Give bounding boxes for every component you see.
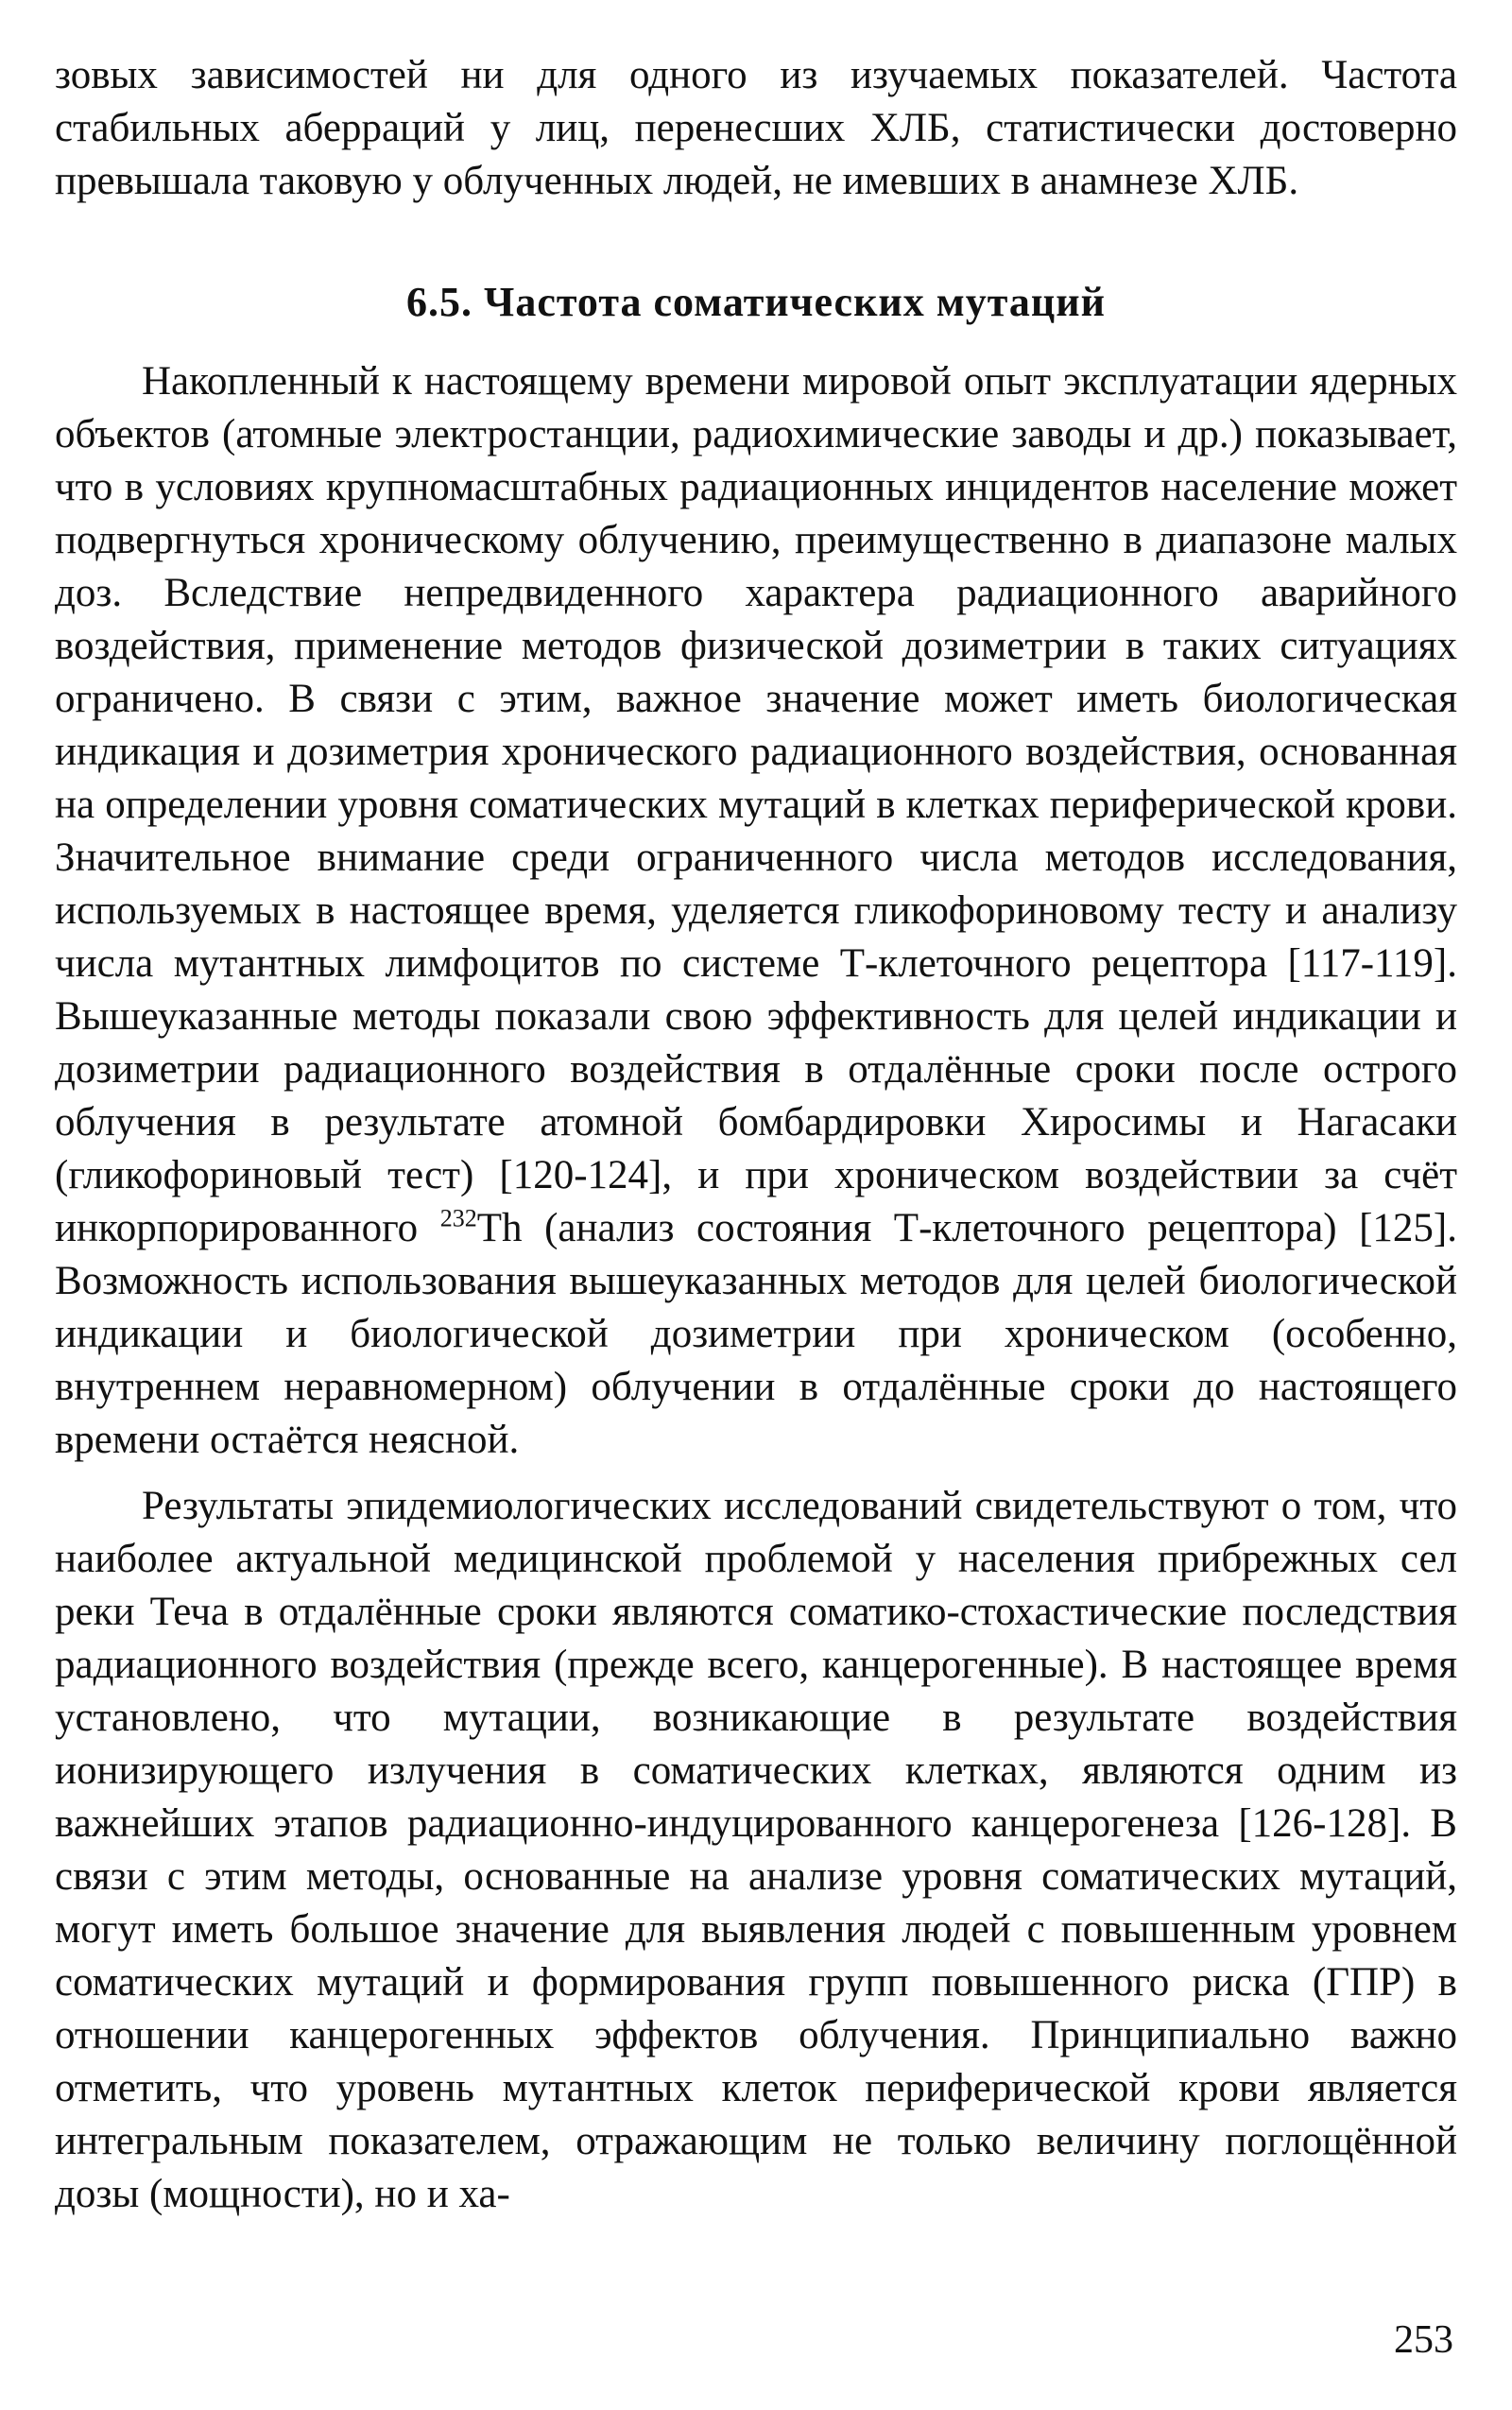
page-body: [55, 49, 1457, 2221]
section-number: 6.5.: [406, 279, 473, 325]
paragraph-text: Накопленный к настоящему времени мировой опыт эксплуатации ядерных объектов (атомные электростанции, радиохимические заводы и др.) показывает, что в условиях крупномасштабных радиационных инцидентов население может подвергнуться хроническому облучению, преимущественно в диапазоне малых доз. Вследствие непредвиденного характера радиационного аварийного воздействия, применение методов физической дозиметрии в таких ситуациях ограничено. В связи с этим, важное значение может иметь биологическая индикация и дозиметрия хронического радиационного воздействия, основанная на определении уровня соматических мутаций в клетках периферической крови. Значительное внимание среди ограниченного числа методов исследования, используемых в настоящее время, уделяется гликофориновому тесту и анализу числа мутантных лимфоцитов по системе Т-клеточного рецептора [117-119]. Вышеуказанные методы показали свою эффективность для целей индикации и дозиметрии радиационного воздействия в отдалённые сроки после острого облучения в результате атомной бомбардировки Хиросимы и Нагасаки (гликофориновый тест) [120-124], и при хроническом воздействии за счёт инкорпорированного: [55, 359, 1457, 1250]
paragraph-bioindication: [55, 355, 1457, 1467]
section-title: Частота соматических мутаций: [484, 279, 1106, 325]
section-heading: [55, 276, 1457, 329]
continuation-paragraph: зовых зависимостей ни для одного из изучаемых показателей. Частота стабильных аберраций у лиц, перенесших ХЛБ, статистически достоверно превышала таковую у облученных людей, не имевших в анамнезе ХЛБ.: [55, 53, 1457, 203]
paragraph-epidemiology: Результаты эпидемиологических исследований свидетельствуют о том, что наиболее актуальной медицинской проблемой у населения прибрежных сел реки Теча в отдалённые сроки являются соматико-стохастические последствия радиационного воздействия (прежде всего, канцерогенные). В настоящее время установлено, что мутации, возникающие в результате воздействия ионизирующего излучения в соматических клетках, являются одним из важнейших этапов радиационно-индуцированного канцерогенеза [126-128]. В связи с этим методы, основанные на анализе уровня соматических мутаций, могут иметь большое значение для выявления людей с повышенным уровнем соматических мутаций и формирования групп повышенного риска (ГПР) в отношении канцерогенных эффектов облучения. Принципиально важно отметить, что уровень мутантных клеток периферической крови является интегральным показателем, отражающим не только величину поглощённой дозы (мощности), но и ха-: [55, 1484, 1457, 2216]
isotope-mass-number: 232: [439, 1204, 477, 1232]
paragraph-text: Th (анализ состояния Т-клеточного рецептора) [125]. Возможность использования вышеуказанных методов для целей биологической индикации и биологической дозиметрии при хроническом (особенно, внутреннем неравномерном) облучении в отдалённые сроки до настоящего времени остаётся неясной.: [55, 1206, 1457, 1462]
page-number: 253: [1394, 2318, 1453, 2362]
